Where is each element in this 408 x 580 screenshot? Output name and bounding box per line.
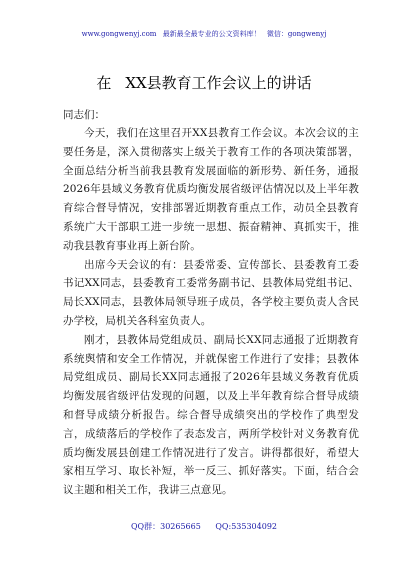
- website-link[interactable]: www.gongwenyj.com: [81, 30, 157, 38]
- title-prefix: 在: [96, 74, 112, 92]
- title-main: XX县教育工作会议上的讲话: [125, 74, 312, 92]
- footer-qq: QQ:535304092: [215, 522, 277, 531]
- header-slogan: 最新最全最专业的公文资料库！: [162, 30, 261, 38]
- footer-qq-group: QQ群：30265665: [130, 522, 201, 531]
- paragraph-review: 刚才，县教体局党组成员、副局长XX同志通报了近期教育系统舆情和安全工作情况，并就保密工作进行了安排；县教体局党组成员、副局长XX同志通报了2026年县域义务教育优质均衡发展省级评估发现的问题，以及上半年教育综合督导成绩和督导成绩分析报告。综合督导成绩突出的学校作了典型发言，成绩落后的学校作了表态发言，两所学校针对义务教育优质均衡发展县创建工作情况进行了发言。讲得都很好，希望大家相互学习、取长补短，举一反三、抓好落实。下面，结合会议主题和相关工作，我讲三点意见。: [63, 333, 359, 497]
- header-wechat: 微信：gongwenyj: [266, 30, 327, 38]
- paragraph-opening: 今天，我们在这里召开XX县教育工作会议。本次会议的主要任务是，深入贯彻落实上级关于教育工作的各项决策部署，全面总结分析当前我县教育发展面临的新形势、新任务，通报2026年县域义务教育优质均衡发展省级评估情况以及上半年教育综合督导情况，安排部署近期教育重点工作，动员全县教育系统广大干部职工进一步统一思想、振奋精神、真抓实干，推动我县教育事业再上新台阶。: [63, 127, 359, 252]
- salutation: 同志们：: [63, 109, 105, 121]
- document-title: [0, 74, 408, 92]
- paragraph-attendees: 出席今天会议的有：县委常委、宣传部长、县委教育工委书记XX同志，县委教育工委常务副书记、县教体局党组书记、局长XX同志，县教体局领导班子成员，各学校主要负责人含民办学校，局机关各科室负责人。: [63, 258, 359, 327]
- page-header: [0, 30, 408, 39]
- document-body: [63, 106, 359, 500]
- page-footer: [0, 522, 408, 532]
